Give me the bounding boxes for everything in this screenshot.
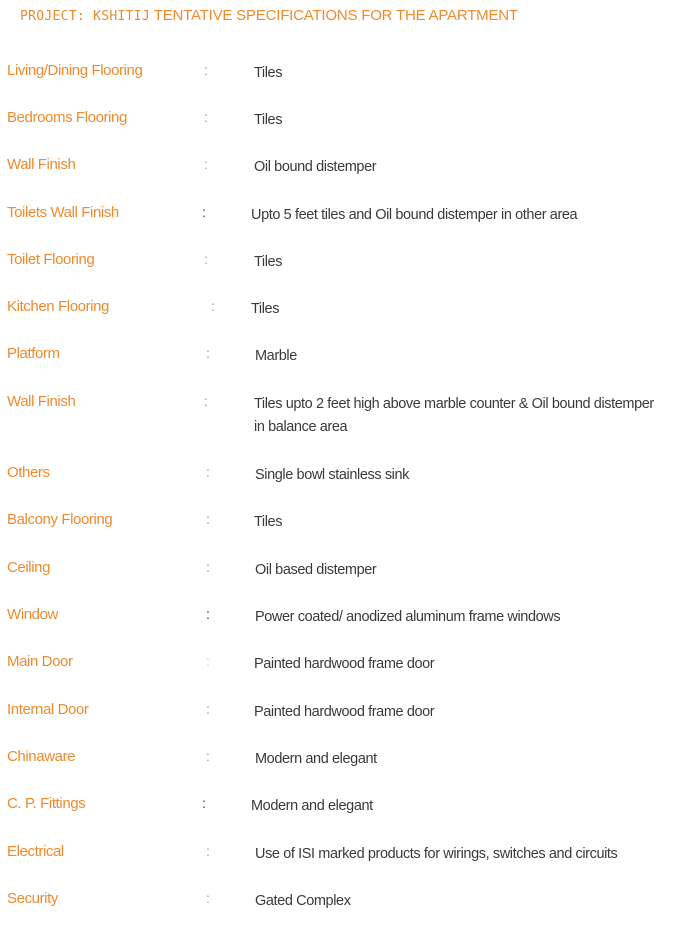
spec-value: Upto 5 feet tiles and Oil bound distemper in other area (251, 207, 578, 223)
spec-row-security (0, 890, 700, 920)
spec-value: Painted hardwood frame door (254, 656, 435, 672)
spec-row-cp-fittings (0, 795, 700, 825)
spec-value (254, 393, 700, 439)
spec-value: Marble (255, 348, 297, 364)
spec-colon: : (204, 393, 208, 409)
spec-colon: : (206, 653, 210, 669)
spec-row-electrical (0, 843, 700, 873)
spec-label: Others (7, 464, 50, 481)
spec-value: Tiles (254, 65, 283, 81)
spec-colon: : (206, 464, 210, 480)
spec-colon: : (206, 843, 210, 859)
spec-label: Living/Dining Flooring (7, 62, 143, 79)
spec-label: Kitchen Flooring (7, 298, 109, 315)
spec-row-main-door (0, 653, 700, 683)
title-text: TENTATIVE SPECIFICATIONS FOR THE APARTMENT (153, 7, 518, 24)
spec-colon: : (206, 748, 210, 764)
spec-value-line-2: in balance area (254, 419, 348, 435)
spec-colon: : (211, 298, 215, 314)
spec-label: Chinaware (7, 748, 76, 765)
spec-row-ceiling (0, 559, 700, 589)
spec-label: Internal Door (7, 701, 89, 718)
spec-row-wall-finish (0, 156, 700, 186)
spec-colon: : (204, 109, 208, 125)
spec-label: Toilet Flooring (7, 251, 95, 268)
spec-label: Platform (7, 345, 60, 362)
spec-label: Main Door (7, 653, 73, 670)
spec-row-internal-door (0, 701, 700, 731)
spec-colon: : (204, 251, 208, 267)
spec-value: Oil based distemper (255, 562, 377, 578)
spec-colon: : (206, 345, 210, 361)
spec-colon: : (206, 890, 210, 906)
spec-label: Bedrooms Flooring (7, 109, 127, 126)
spec-colon: : (206, 701, 210, 717)
spec-label: Electrical (7, 843, 64, 860)
spec-colon: : (202, 204, 206, 220)
spec-value: Tiles (254, 514, 283, 530)
spec-label: Balcony Flooring (7, 511, 113, 528)
spec-label: C. P. Fittings (7, 795, 86, 812)
spec-value: Power coated/ anodized aluminum frame windows (255, 609, 561, 625)
spec-row-toilet-flooring (0, 251, 700, 281)
spec-label: Window (7, 606, 58, 623)
spec-value: Single bowl stainless sink (255, 467, 410, 483)
spec-row-toilets-wall-finish (0, 204, 700, 234)
spec-label: Wall Finish (7, 393, 76, 410)
spec-row-window (0, 606, 700, 636)
spec-label: Wall Finish (7, 156, 76, 173)
spec-row-others (0, 464, 700, 494)
spec-value: Modern and elegant (251, 798, 373, 814)
spec-value-line-1: Tiles upto 2 feet high above marble counter & Oil bound distemper (254, 396, 654, 412)
spec-row-platform (0, 345, 700, 375)
spec-value: Tiles (254, 112, 283, 128)
spec-row-living-dining-flooring (0, 62, 700, 92)
spec-colon: : (204, 62, 208, 78)
spec-label: Ceiling (7, 559, 51, 576)
spec-row-balcony-flooring (0, 511, 700, 541)
spec-value: Use of ISI marked products for wirings, switches and circuits (255, 846, 618, 862)
spec-label: Security (7, 890, 58, 907)
spec-colon: : (206, 511, 210, 527)
spec-value: Modern and elegant (255, 751, 377, 767)
spec-colon: : (204, 156, 208, 172)
spec-value: Painted hardwood frame door (254, 704, 435, 720)
spec-colon: : (206, 559, 210, 575)
spec-row-bedrooms-flooring (0, 109, 700, 139)
spec-value: Tiles (251, 301, 280, 317)
spec-row-kitchen-wall-finish (0, 393, 700, 443)
spec-value: Oil bound distemper (254, 159, 377, 175)
spec-colon: : (202, 795, 206, 811)
spec-row-kitchen-flooring (0, 298, 700, 328)
spec-value: Gated Complex (255, 893, 351, 909)
spec-label: Toilets Wall Finish (7, 204, 119, 221)
page-title (20, 7, 518, 24)
project-label: PROJECT: KSHITIJ (20, 9, 151, 24)
spec-value: Tiles (254, 254, 283, 270)
spec-row-chinaware (0, 748, 700, 778)
spec-colon: : (206, 606, 210, 622)
